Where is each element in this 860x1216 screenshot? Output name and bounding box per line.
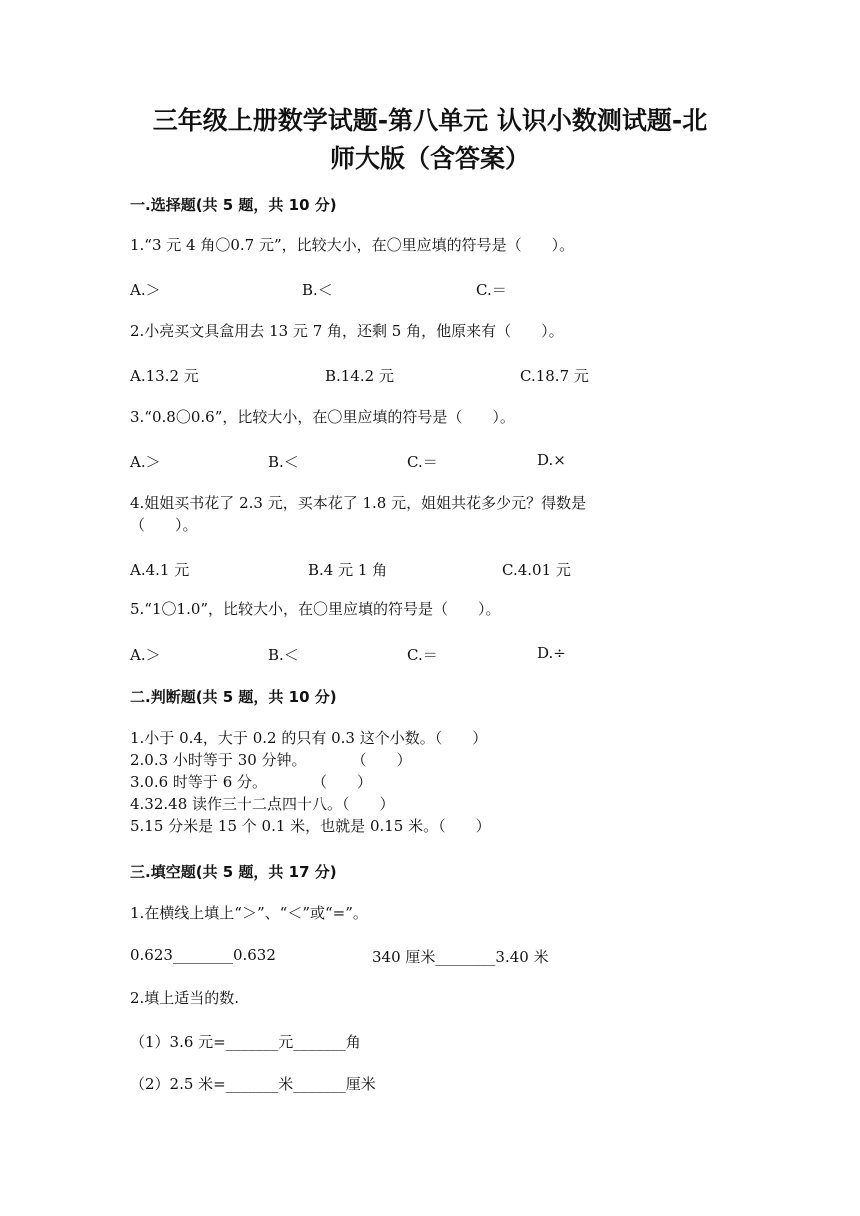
section-heading-choice: 一.选择题(共 5 题，共 10 分)	[130, 196, 337, 214]
title-line-2: 师大版（含答案）	[329, 144, 530, 173]
question-text: 2.小亮买文具盒用去 13 元 7 角，还剩 5 角，他原来有（ ）。	[130, 322, 564, 340]
judgement-item: 3.0.6 时等于 6 分。 （ ）	[130, 773, 373, 791]
fill-blank-item: 0.623________0.632	[130, 946, 276, 964]
option-b: B.＜	[302, 281, 333, 299]
option-b: B.4 元 1 角	[308, 561, 388, 579]
section-heading-fill: 三.填空题(共 5 题，共 17 分)	[130, 863, 337, 881]
option-d: D.×	[537, 451, 566, 469]
option-a: A.＞	[130, 281, 161, 299]
judgement-item: 1.小于 0.4，大于 0.2 的只有 0.3 这个小数。（ ）	[130, 729, 488, 747]
fill-blank-item: （2）2.5 米=_______米_______厘米	[130, 1075, 376, 1093]
judgement-item: 5.15 分米是 15 个 0.1 米，也就是 0.15 米。（ ）	[130, 817, 491, 835]
option-b: B.14.2 元	[325, 367, 394, 385]
option-c: C.＝	[407, 646, 438, 664]
judgement-item: 2.0.3 小时等于 30 分钟。 （ ）	[130, 751, 412, 769]
option-b: B.＜	[268, 453, 299, 471]
option-c: C.＝	[407, 453, 438, 471]
page-title	[120, 102, 740, 178]
option-b: B.＜	[268, 646, 299, 664]
option-a: A.＞	[130, 646, 161, 664]
option-a: A.13.2 元	[130, 367, 199, 385]
question-text: 5.“1〇1.0”，比较大小，在〇里应填的符号是（ ）。	[130, 600, 501, 618]
section-heading-judgement: 二.判断题(共 5 题，共 10 分)	[130, 688, 337, 706]
question-text: 3.“0.8〇0.6”，比较大小，在〇里应填的符号是（ ）。	[130, 408, 515, 426]
question-text: 1.“3 元 4 角〇0.7 元”，比较大小，在〇里应填的符号是（ ）。	[130, 236, 575, 254]
option-d: D.÷	[537, 644, 566, 662]
option-c: C.＝	[476, 281, 507, 299]
option-c: C.4.01 元	[502, 561, 571, 579]
option-a: A.＞	[130, 453, 161, 471]
option-c: C.18.7 元	[520, 367, 589, 385]
option-a: A.4.1 元	[130, 561, 190, 579]
question-text: 4.姐姐买书花了 2.3 元，买本花了 1.8 元，姐姐共花多少元？得数是	[130, 494, 587, 512]
fill-blank-item: 340 厘米________3.40 米	[372, 948, 549, 966]
fill-question: 2.填上适当的数.	[130, 989, 240, 1007]
fill-question: 1.在横线上填上“＞”、“＜”或“=”。	[130, 904, 368, 922]
judgement-item: 4.32.48 读作三十二点四十八。（ ）	[130, 795, 395, 813]
fill-blank-item: （1）3.6 元=_______元_______角	[130, 1033, 361, 1051]
question-text-cont: （ ）。	[130, 516, 198, 534]
title-line-1: 三年级上册数学试题-第八单元 认识小数测试题-北	[152, 106, 708, 135]
